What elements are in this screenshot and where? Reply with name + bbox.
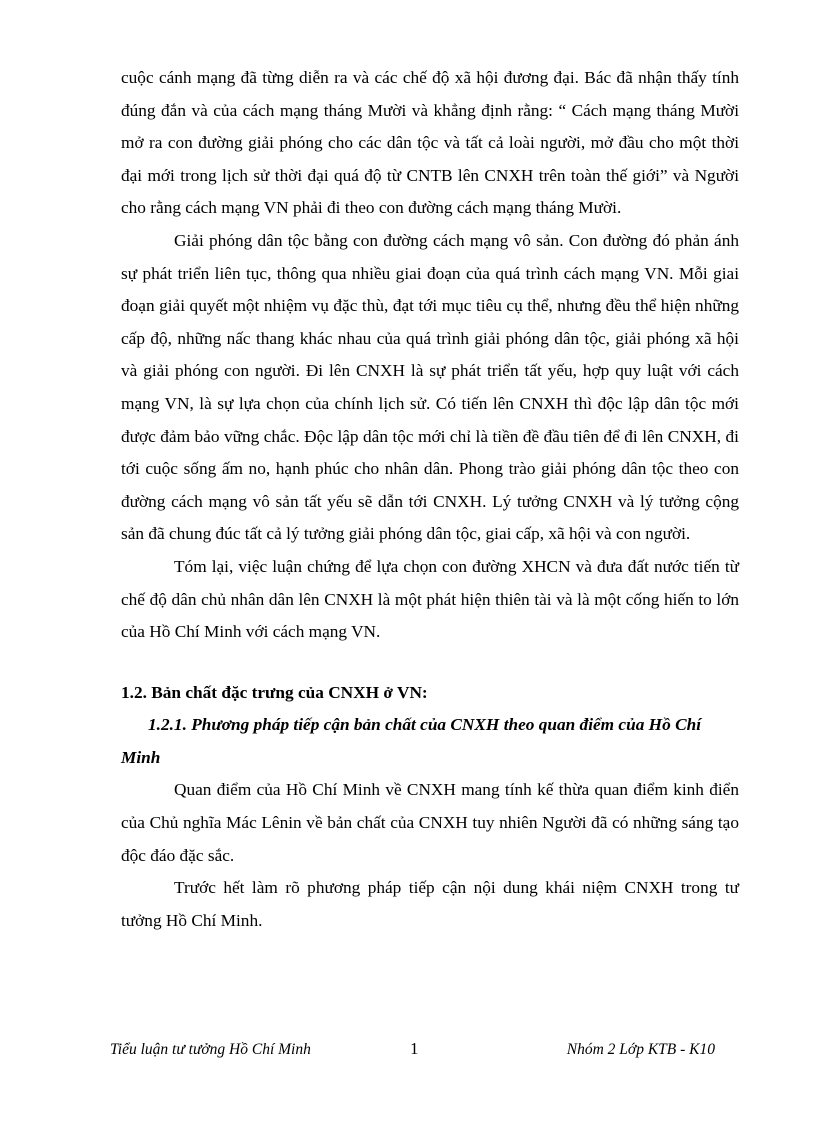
footer-page-number: 1: [410, 1039, 419, 1058]
paragraph-approach-method: Trước hết làm rõ phương pháp tiếp cận nội dung khái niệm CNXH trong tư tưởng Hồ Chí Minh.: [121, 878, 739, 930]
footer-document-title: Tiểu luận tư tưởng Hồ Chí Minh: [110, 1041, 311, 1058]
footer-group-class: Nhóm 2 Lớp KTB - K10: [566, 1041, 715, 1058]
section-heading-1-2: 1.2. Bản chất đặc trưng của CNXH ở VN:: [121, 682, 428, 702]
paragraph-national-liberation: Giải phóng dân tộc bằng con đường cách mạng vô sản. Con đường đó phản ánh sự phát triển liên tục, thông qua nhiều giai đoạn của quá trình cách mạng VN. Mỗi giai đoạn giải quyết một nhiệm vụ đặc thù, đạt tới mục tiêu cụ thể, nhưng đều thể hiện những cấp độ, những nấc thang khác nhau của quá trình giải phóng dân tộc, giải phóng xã hội và giải phóng con người. Đi lên CNXH là sự phát triển tất yếu, hợp quy luật với cách mạng VN, là sự lựa chọn của chính lịch sử. Có tiến lên CNXH thì độc lập dân tộc mới được đảm bảo vững chắc. Độc lập dân tộc mới chỉ là tiền đề đầu tiên để đi lên CNXH, đi tới cuộc sống ấm no, hạnh phúc cho nhân dân. Phong trào giải phóng dân tộc theo con đường cách mạng vô sản tất yếu sẽ dẫn tới CNXH. Lý tưởng CNXH và lý tưởng cộng sản đã chung đúc tất cả lý tưởng giải phóng dân tộc, giai cấp, xã hội và con người.: [121, 230, 739, 544]
section-spacer: [121, 649, 739, 677]
paragraph-october-revolution: cuộc cánh mạng đã từng diễn ra và các chế độ xã hội đương đại. Bác đã nhận thấy tính đúng đắn và của cách mạng tháng Mười và khẳng định rằng: “ Cách mạng tháng Mười mở ra con đường giải phóng cho các dân tộc và tất cả loài người, mở đầu cho một thời đại mới trong lịch sử thời đại quá độ từ CNTB lên CNXH trên toàn thế giới” và Người cho rằng cách mạng VN phải đi theo con đường cách mạng tháng Mười.: [121, 68, 739, 218]
paragraph-ho-chi-minh-view: Quan điểm của Hồ Chí Minh về CNXH mang tính kế thừa quan điểm kinh điển của Chủ nghĩa Mác Lênin về bản chất của CNXH tuy nhiên Người đã có những sáng tạo độc đáo đặc sắc.: [121, 780, 739, 865]
paragraph-summary: Tóm lại, việc luận chứng để lựa chọn con đường XHCN và đưa đất nước tiến từ chế độ dân chủ nhân dân lên CNXH là một phát hiện thiên tài và là một cống hiến to lớn của Hồ Chí Minh với cách mạng VN.: [121, 556, 739, 642]
page-footer: [110, 1041, 715, 1067]
document-body: [121, 62, 739, 937]
subsection-heading-1-2-1: 1.2.1. Phương pháp tiếp cận bản chất của CNXH theo quan điểm của Hồ Chí Minh: [121, 715, 702, 767]
